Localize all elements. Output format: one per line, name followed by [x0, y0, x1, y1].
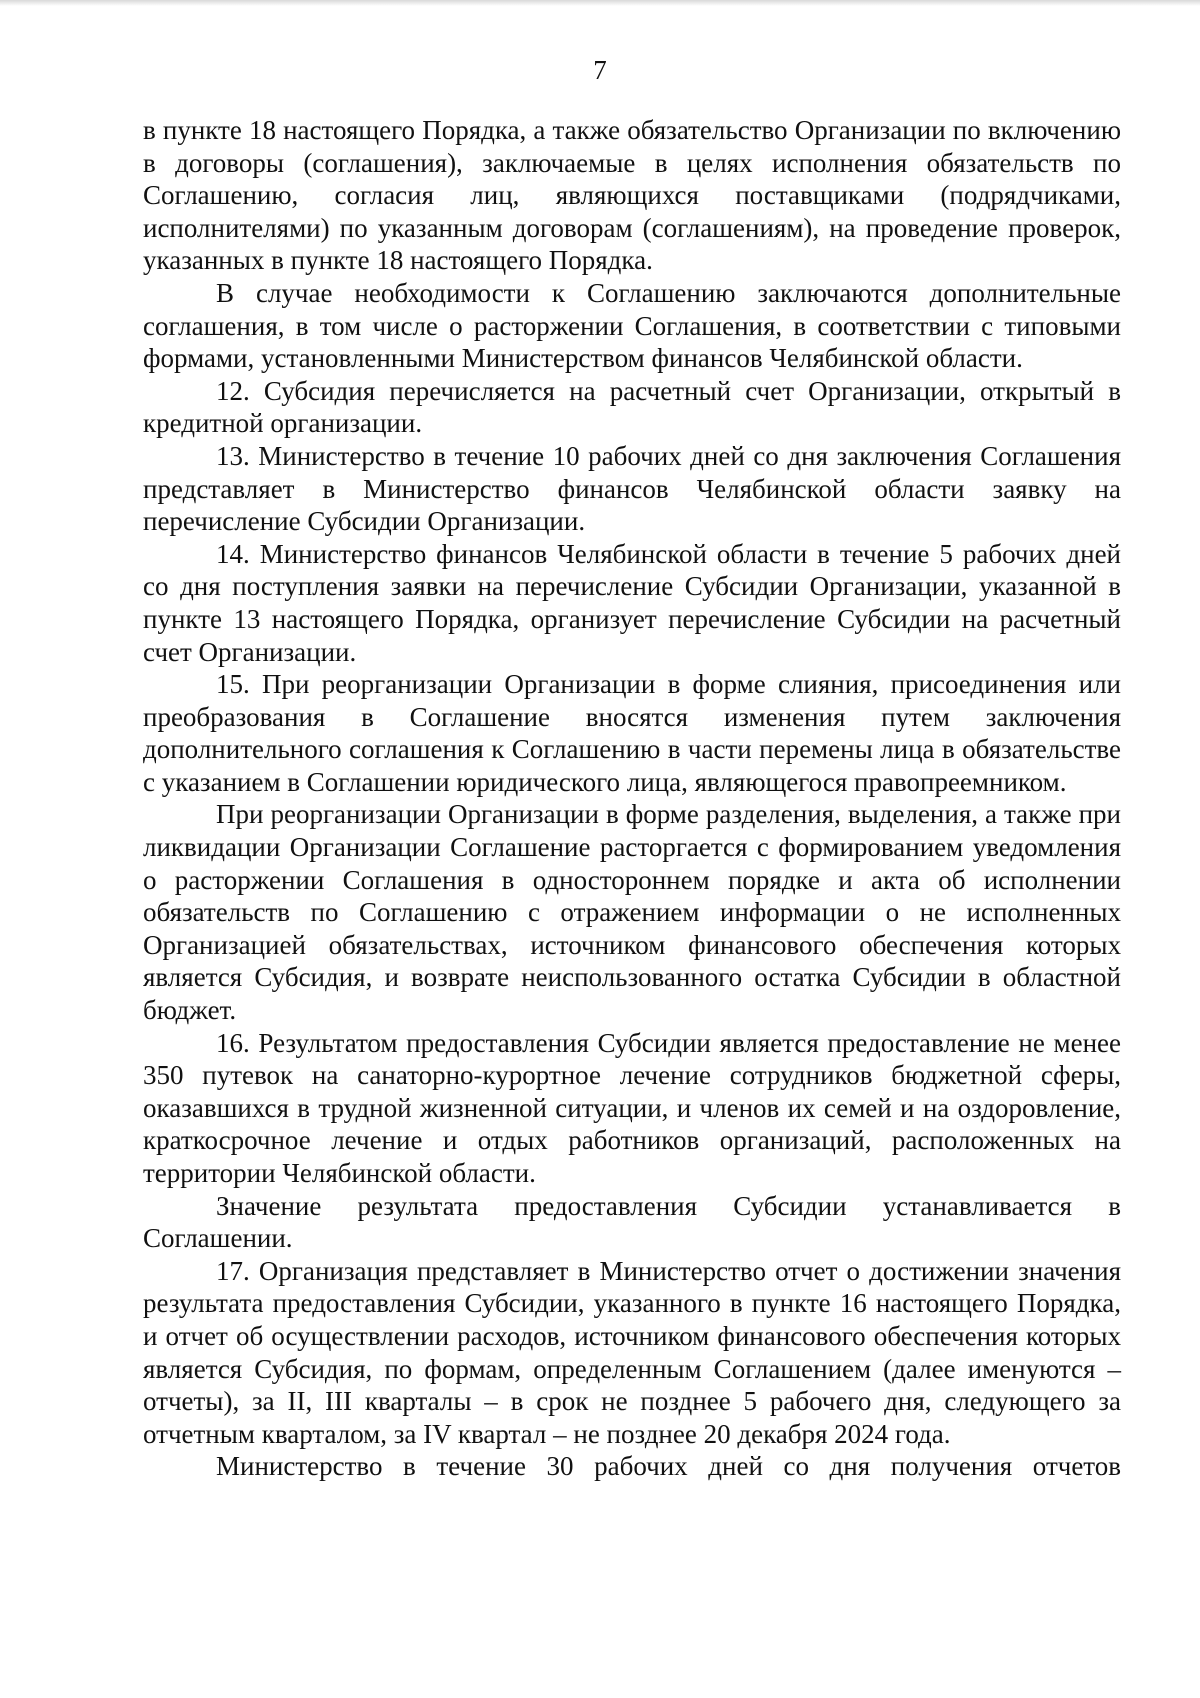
scan-edge [0, 0, 1200, 6]
page-number: 7 [593, 55, 607, 85]
paragraph-item-12: 12. Субсидия перечисляется на расчетный счет Организации, открытый в кредитной организации. [143, 375, 1121, 439]
paragraph-ministry-review: Министерство в течение 30 рабочих дней со дня получения отчетов [216, 1451, 1121, 1482]
paragraph-item-14: 14. Министерство финансов Челябинской области в течение 5 рабочих дней со дня поступления заявки на перечисление Субсидии Организации, указанной в пункте 13 настоящего Порядка, организует перечисление Субсидии на расчетный счет Организации. [143, 538, 1121, 667]
paragraph-result-value: Значение результата предоставления Субсидии устанавливается в Соглашении. [143, 1190, 1121, 1254]
paragraph-reorganization: При реорганизации Организации в форме разделения, выделения, а также при ликвидации Организации Соглашение расторгается с формированием уведомления о расторжении Соглашения в одностороннем порядке и акта об исполнении обязательств по Соглашению с отражением информации о не исполненных Организацией обязательствах, источником финансового обеспечения которых является Субсидия, и возврате неиспользованного остатка Субсидии в областной бюджет. [143, 799, 1121, 1026]
paragraph-item-16: 16. Результатом предоставления Субсидии является предоставление не менее 350 путевок на санаторно-курортное лечение сотрудников бюджетной сферы, оказавшихся в трудной жизненной ситуации, и членов их семей и на оздоровление, краткосрочное лечение и отдых работников организаций, расположенных на территории Челябинской области. [143, 1027, 1121, 1188]
document-body [143, 114, 1121, 1483]
paragraph-additional-agreements: В случае необходимости к Соглашению заключаются дополнительные соглашения, в том числе о расторжении Соглашения, в соответствии с типовыми формами, установленными Министерством финансов Челябинской области. [143, 277, 1121, 374]
paragraph-continuation: в пункте 18 настоящего Порядка, а также обязательство Организации по включению в договоры (соглашения), заключаемые в целях исполнения обязательств по Соглашению, согласия лиц, являющихся поставщиками (подрядчиками, исполнителями) по указанным договорам (соглашениям), на проведение проверок, указанных в пункте 18 настоящего Порядка. [143, 115, 1121, 276]
paragraph-item-15: 15. При реорганизации Организации в форме слияния, присоединения или преобразования в Соглашение вносятся изменения путем заключения дополнительного соглашения к Соглашению в части перемены лица в обязательстве с указанием в Соглашении юридического лица, являющегося правопреемником. [143, 669, 1121, 797]
paragraph-item-13: 13. Министерство в течение 10 рабочих дней со дня заключения Соглашения представляет в Министерство финансов Челябинской области заявку на перечисление Субсидии Организации. [143, 440, 1121, 537]
paragraph-item-17: 17. Организация представляет в Министерство отчет о достижении значения результата предоставления Субсидии, указанного в пункте 16 настоящего Порядка, и отчет об осуществлении расходов, источником финансового обеспечения которых является Субсидия, по формам, определенным Соглашением (далее именуются – отчеты), за II, III кварталы – в срок не позднее 5 рабочего дня, следующего за отчетным кварталом, за IV квартал – не позднее 20 декабря 2024 года. [143, 1255, 1121, 1449]
